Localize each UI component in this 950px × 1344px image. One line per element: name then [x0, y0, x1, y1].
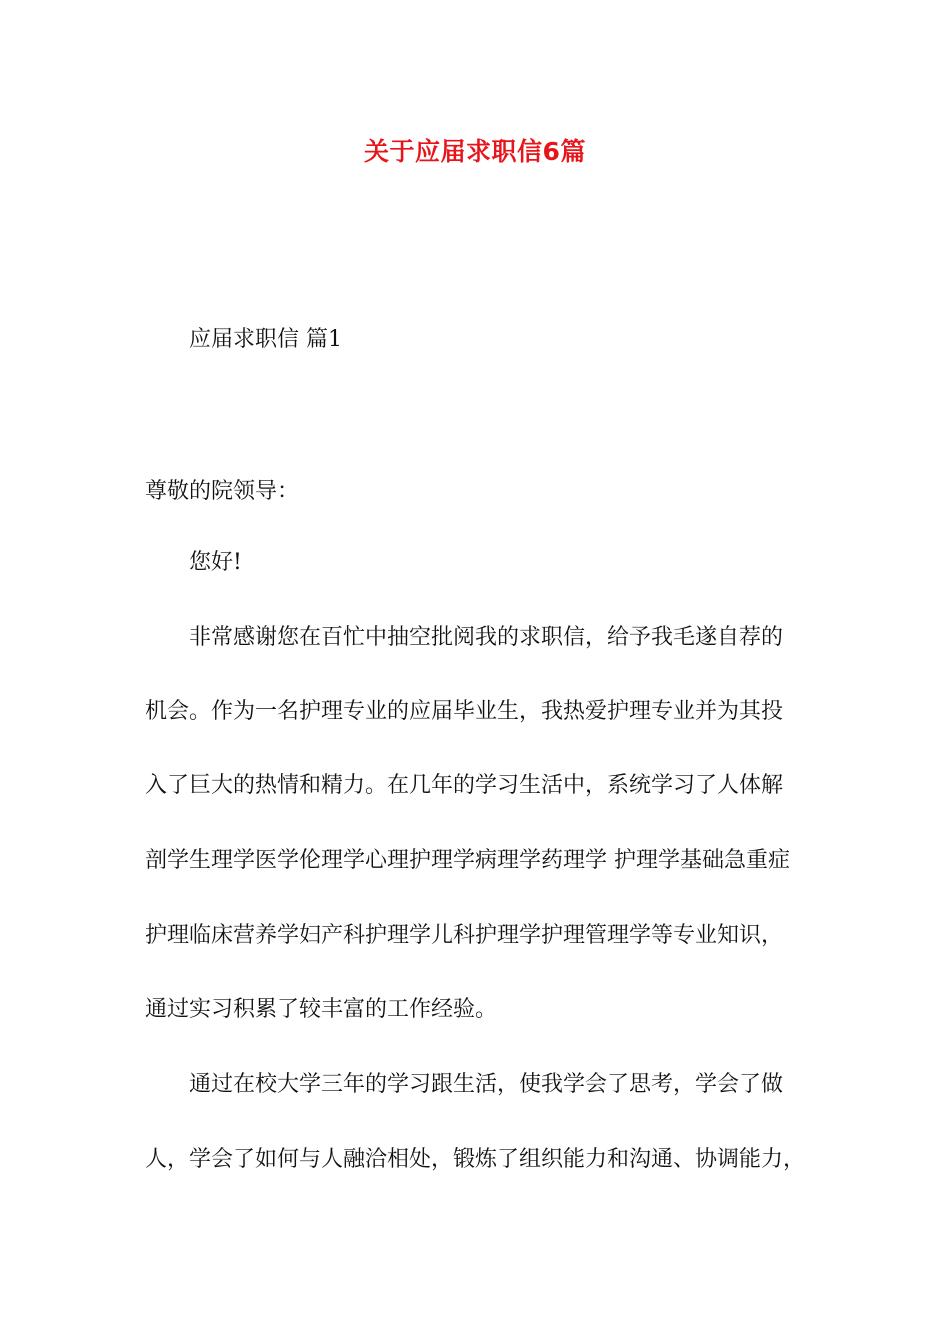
body-line: 护理临床营养学妇产科护理学儿科护理学护理管理学等专业知识，	[145, 923, 784, 948]
salutation: 尊敬的院领导：	[145, 479, 300, 504]
body-line: 通过在校大学三年的学习跟生活，使我学会了思考，学会了做	[189, 1072, 784, 1097]
body-line: 机会。作为一名护理专业的应届毕业生，我热爱护理专业并为其投	[145, 699, 784, 724]
body-line: 非常感谢您在百忙中抽空批阅我的求职信，给予我毛遂自荐的	[189, 625, 784, 650]
document-title: 关于应届求职信6篇	[364, 137, 586, 166]
body-line: 剖学生理学医学伦理学心理护理学病理学药理学 护理学基础急重症	[145, 848, 790, 873]
body-line: 人，学会了如何与人融洽相处，锻炼了组织能力和沟通、协调能力，	[145, 1147, 806, 1172]
body-line: 入了巨大的热情和精力。在几年的学习生活中，系统学习了人体解	[145, 773, 784, 798]
section-heading: 应届求职信 篇1	[189, 327, 342, 352]
greeting: 您好!	[189, 550, 242, 575]
body-line: 通过实习积累了较丰富的工作经验。	[145, 997, 498, 1022]
